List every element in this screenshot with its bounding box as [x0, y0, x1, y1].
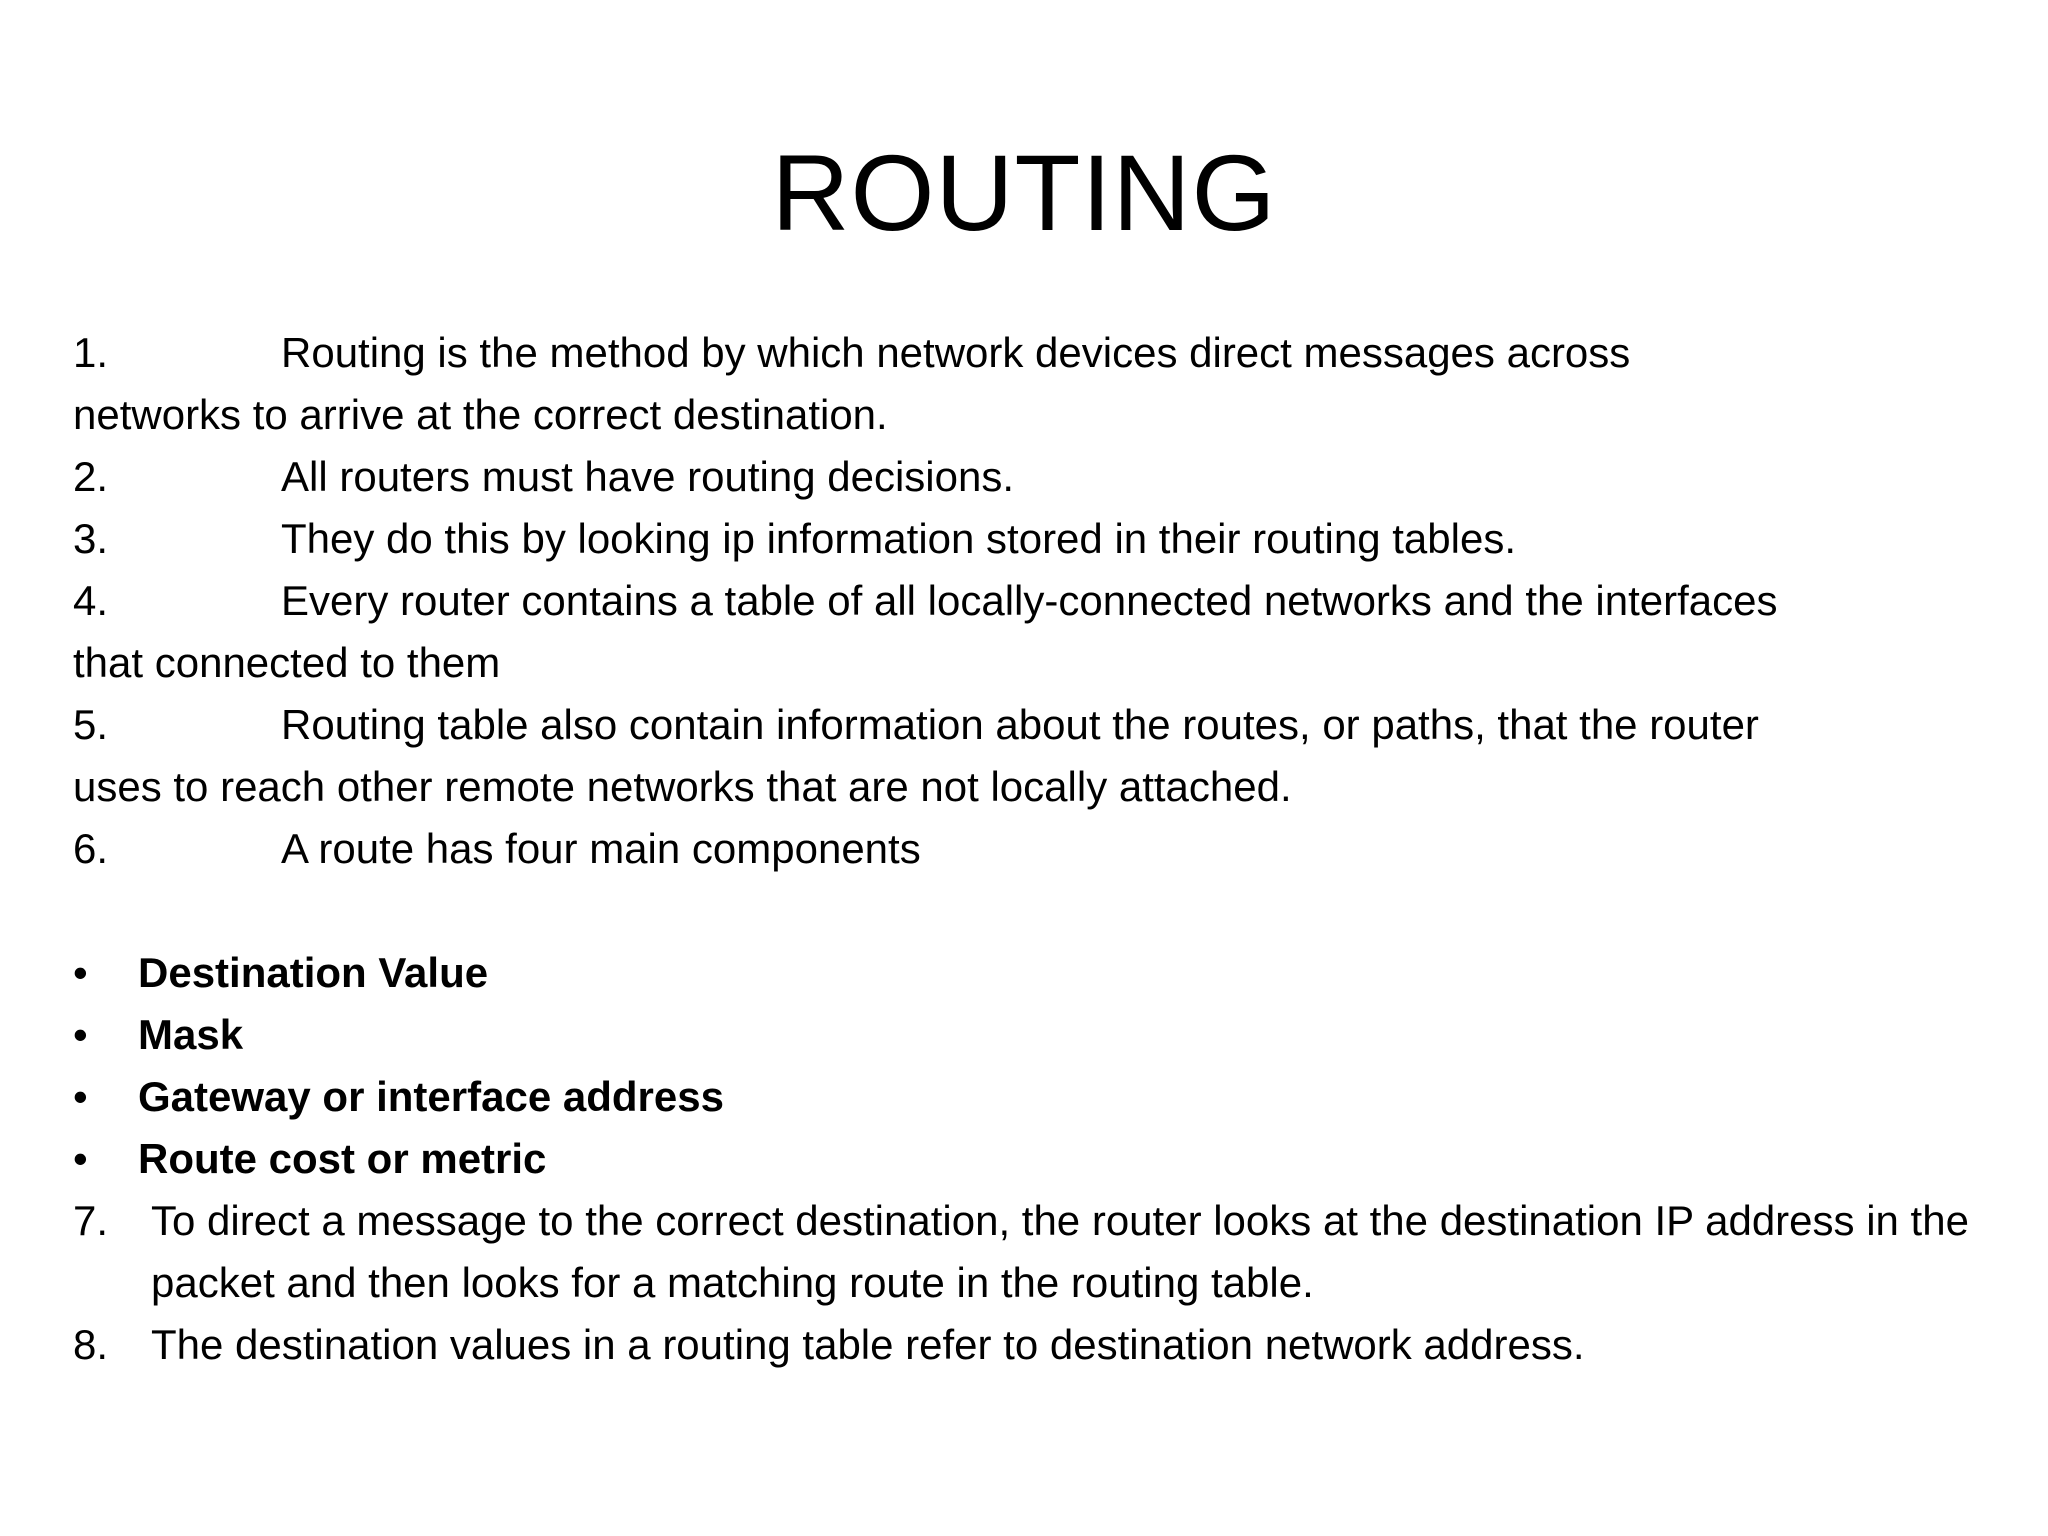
item-text: All routers must have routing decisions.: [281, 453, 1015, 500]
numbered-item-5-continuation: uses to reach other remote networks that are not locally attached.: [73, 763, 1292, 810]
item-text: Every router contains a table of all locally-connected networks and the interfaces: [281, 577, 1778, 624]
bullet-item: [73, 942, 2008, 1004]
item-text: To direct a message to the correct destination, the router looks at the destination IP address in the packet and then looks for a matching route in the routing table.: [151, 1197, 1969, 1306]
item-number: 6.: [73, 825, 109, 872]
numbered-item-1-continuation: networks to arrive at the correct destination.: [73, 391, 888, 438]
bullet-icon: •: [73, 1135, 88, 1182]
item-number: 4.: [73, 577, 109, 624]
item-number: 8.: [73, 1321, 109, 1368]
bullet-item: [73, 1128, 2008, 1190]
bullet-icon: •: [73, 1073, 88, 1120]
bullet-icon: •: [73, 1011, 88, 1058]
bullet-text: Route cost or metric: [138, 1135, 547, 1182]
item-text: The destination values in a routing table refer to destination network address.: [151, 1321, 1585, 1368]
numbered-item-5: [73, 694, 2008, 756]
bullet-text: Gateway or interface address: [138, 1073, 724, 1120]
bullet-icon: •: [73, 949, 88, 996]
bullet-text: Destination Value: [138, 949, 489, 996]
numbered-item-3: [73, 508, 2008, 570]
item-number: 2.: [73, 453, 109, 500]
bullet-item: [73, 1004, 2008, 1066]
item-number: 5.: [73, 701, 109, 748]
numbered-item-4-continuation: that connected to them: [73, 639, 501, 686]
blank-line: [73, 880, 2008, 942]
numbered-item-8: [73, 1314, 2008, 1376]
item-text: Routing table also contain information about the routes, or paths, that the router: [281, 701, 1759, 748]
item-text: Routing is the method by which network devices direct messages across: [281, 329, 1631, 376]
item-text: They do this by looking ip information stored in their routing tables.: [281, 515, 1517, 562]
numbered-item-4: [73, 570, 2008, 632]
slide-title: ROUTING: [771, 132, 1277, 253]
item-number: 7.: [73, 1197, 109, 1244]
numbered-item-2: [73, 446, 2008, 508]
numbered-item-6: [73, 818, 2008, 880]
numbered-item-7: [73, 1190, 2008, 1314]
item-number: 3.: [73, 515, 109, 562]
bullet-item: [73, 1066, 2008, 1128]
bullet-text: Mask: [138, 1011, 244, 1058]
slide-body: [73, 322, 2008, 1376]
item-text: A route has four main components: [281, 825, 921, 872]
numbered-item-1: [73, 322, 2008, 384]
item-number: 1.: [73, 329, 109, 376]
